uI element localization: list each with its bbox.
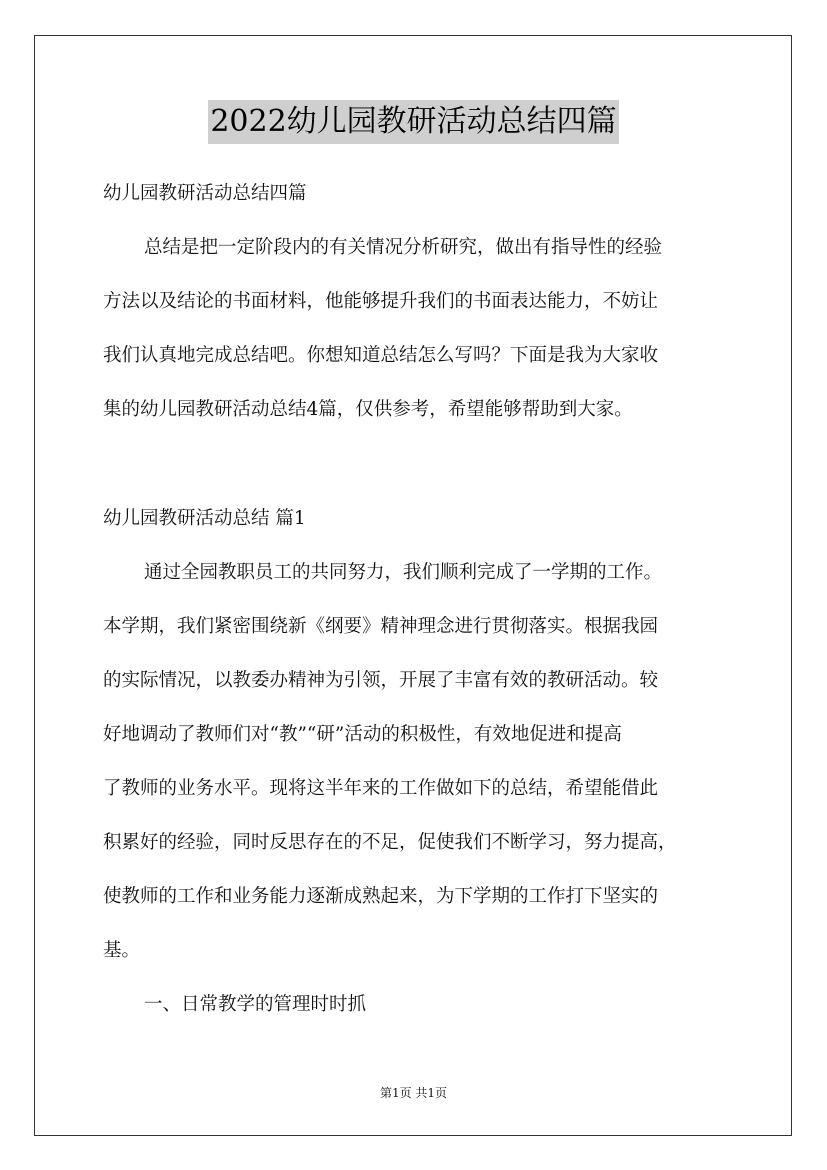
paragraph-line: 使教师的工作和业务能力逐渐成熟起来，为下学期的工作打下坚实的 [103, 886, 659, 907]
paragraph-line: 我们认真地完成总结吧。你想知道总结怎么写吗？下面是我为大家收 [103, 345, 659, 366]
title-container [0, 100, 827, 144]
page-footer: 第1页 共1页 [379, 1086, 448, 1100]
paragraph-line: 本学期，我们紧密围绕新《纲要》精神理念进行贯彻落实。根据我园 [103, 616, 659, 637]
section-heading: 幼儿园教研活动总结 篇1 [103, 508, 306, 529]
paragraph-line: 基。 [103, 940, 141, 961]
paragraph-line: 集的幼儿园教研活动总结4篇，仅供参考，希望能够帮助到大家。 [103, 399, 633, 420]
paragraph-line: 积累好的经验，同时反思存在的不足，促使我们不断学习，努力提高， [103, 832, 677, 853]
subtitle-line: 幼儿园教研活动总结四篇 [103, 183, 307, 204]
paragraph-line: 方法以及结论的书面材料，他能够提升我们的书面表达能力，不妨让 [103, 291, 659, 312]
paragraph-line: 通过全园教职员工的共同努力，我们顺利完成了一学期的工作。 [144, 562, 663, 583]
paragraph-line: 好地调动了教师们对“教”“研”活动的积极性，有效地促进和提高 [103, 724, 622, 745]
document-title: 2022幼儿园教研活动总结四篇 [208, 100, 618, 144]
paragraph-line: 的实际情况，以教委办精神为引领，开展了丰富有效的教研活动。较 [103, 670, 659, 691]
subsection-heading: 一、日常教学的管理时时抓 [144, 994, 367, 1015]
paragraph-line: 总结是把一定阶段内的有关情况分析研究，做出有指导性的经验 [144, 237, 663, 258]
paragraph-line: 了教师的业务水平。现将这半年来的工作做如下的总结，希望能借此 [103, 778, 659, 799]
